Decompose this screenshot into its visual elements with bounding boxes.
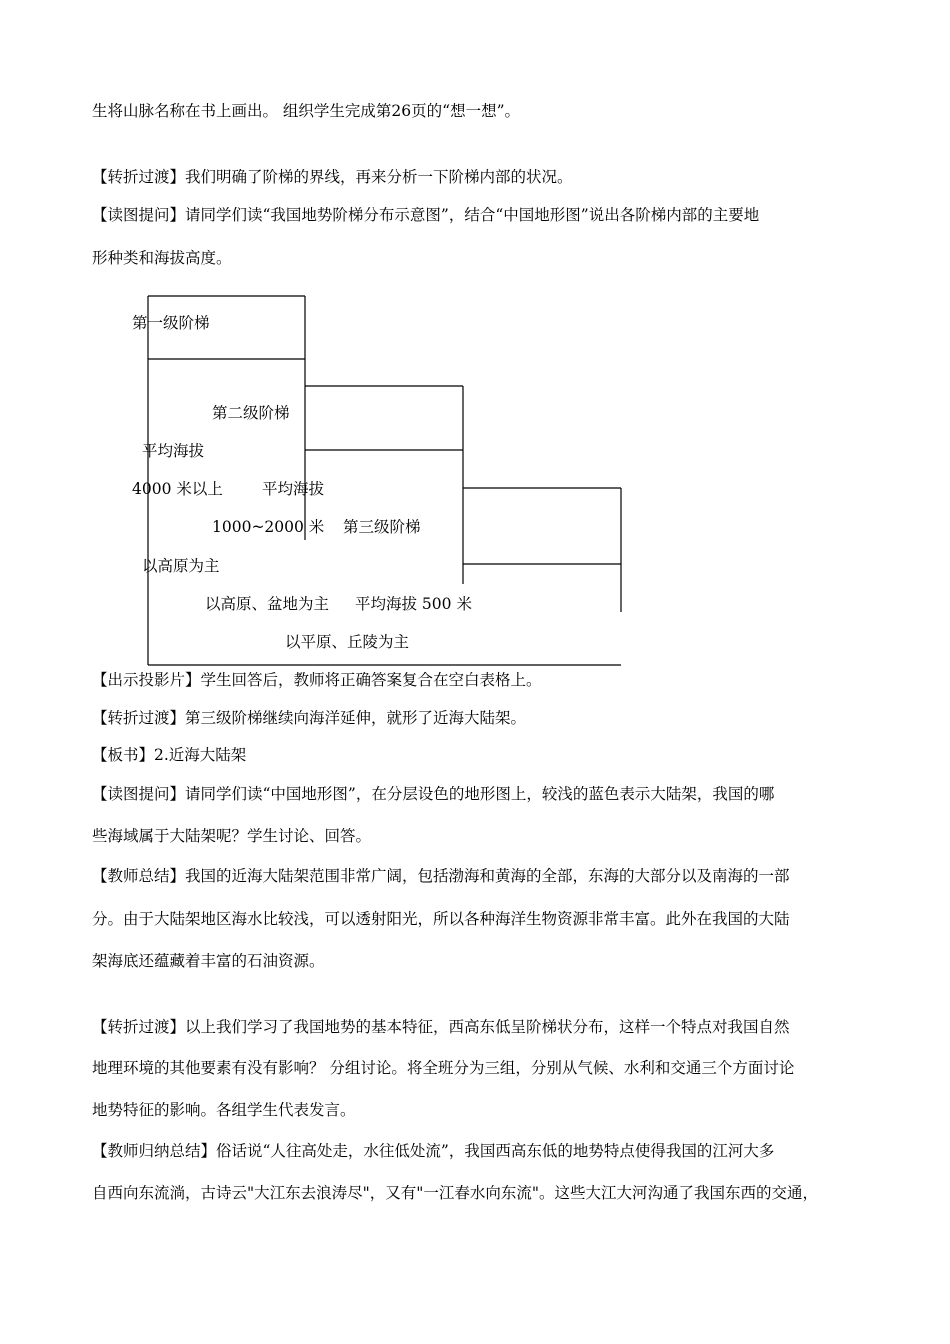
- step2-terrain: 以高原、盆地为主: [205, 595, 330, 613]
- paragraph-line: 【教师总结】我国的近海大陆架范围非常广阔，包括渤海和黄海的全部，东海的大部分以及南海的一部: [92, 867, 790, 885]
- step1-alt-value: 4000 米以上: [132, 480, 223, 498]
- paragraph-line: 些海域属于大陆架呢？学生讨论、回答。: [92, 827, 372, 845]
- paragraph-line: 分。由于大陆架地区海水比较浅，可以透射阳光，所以各种海洋生物资源非常丰富。此外在我国的大陆: [92, 910, 790, 928]
- paragraph-line: 【转折过渡】以上我们学习了我国地势的基本特征，西高东低呈阶梯状分布，这样一个特点对我国自然: [92, 1018, 790, 1036]
- step2-title: 第二级阶梯: [212, 404, 290, 422]
- step2-alt-value: 1000~2000 米: [212, 518, 325, 536]
- step1-alt-label: 平均海拔: [142, 442, 205, 460]
- step3-alt: 平均海拔 500 米: [355, 595, 472, 613]
- paragraph-line: 【读图提问】请同学们读“中国地形图”，在分层设色的地形图上，较浅的蓝色表示大陆架，我国的哪: [92, 785, 775, 803]
- paragraph-line: 【转折过渡】第三级阶梯继续向海洋延伸，就形了近海大陆架。: [92, 709, 527, 727]
- paragraph-line: 自西向东流淌，古诗云"大江东去浪涛尽"，又有"一江春水向东流"。这些大江大河沟通了我国东西的交通，: [92, 1184, 819, 1202]
- paragraph-line: 形种类和海拔高度。: [92, 249, 232, 267]
- paragraph-line: 【出示投影片】学生回答后，教师将正确答案复合在空白表格上。: [92, 671, 542, 689]
- paragraph-line: 【教师归纳总结】俗话说“人往高处走，水往低处流”，我国西高东低的地势特点使得我国的江河大多: [92, 1142, 775, 1160]
- paragraph-line: 生将山脉名称在书上画出。 组织学生完成第26页的“想一想”。: [92, 102, 521, 120]
- paragraph-line: 地势特征的影响。各组学生代表发言。: [92, 1101, 356, 1119]
- step1-terrain: 以高原为主: [142, 557, 220, 575]
- step3-title: 第三级阶梯: [343, 518, 421, 536]
- paragraph-line: 【读图提问】请同学们读“我国地势阶梯分布示意图”，结合“中国地形图”说出各阶梯内部的主要地: [92, 206, 760, 224]
- paragraph-line: 【板书】2.近海大陆架: [92, 746, 247, 764]
- step2-alt-label: 平均海拔: [262, 480, 325, 498]
- step3-terrain: 以平原、丘陵为主: [285, 633, 410, 651]
- step1-title: 第一级阶梯: [132, 314, 210, 332]
- paragraph-line: 地理环境的其他要素有没有影响？ 分组讨论。将全班分为三组，分别从气候、水利和交通三个方面讨论: [92, 1059, 795, 1077]
- paragraph-line: 架海底还蕴藏着丰富的石油资源。: [92, 952, 325, 970]
- paragraph-line: 【转折过渡】我们明确了阶梯的界线，再来分析一下阶梯内部的状况。: [92, 168, 573, 186]
